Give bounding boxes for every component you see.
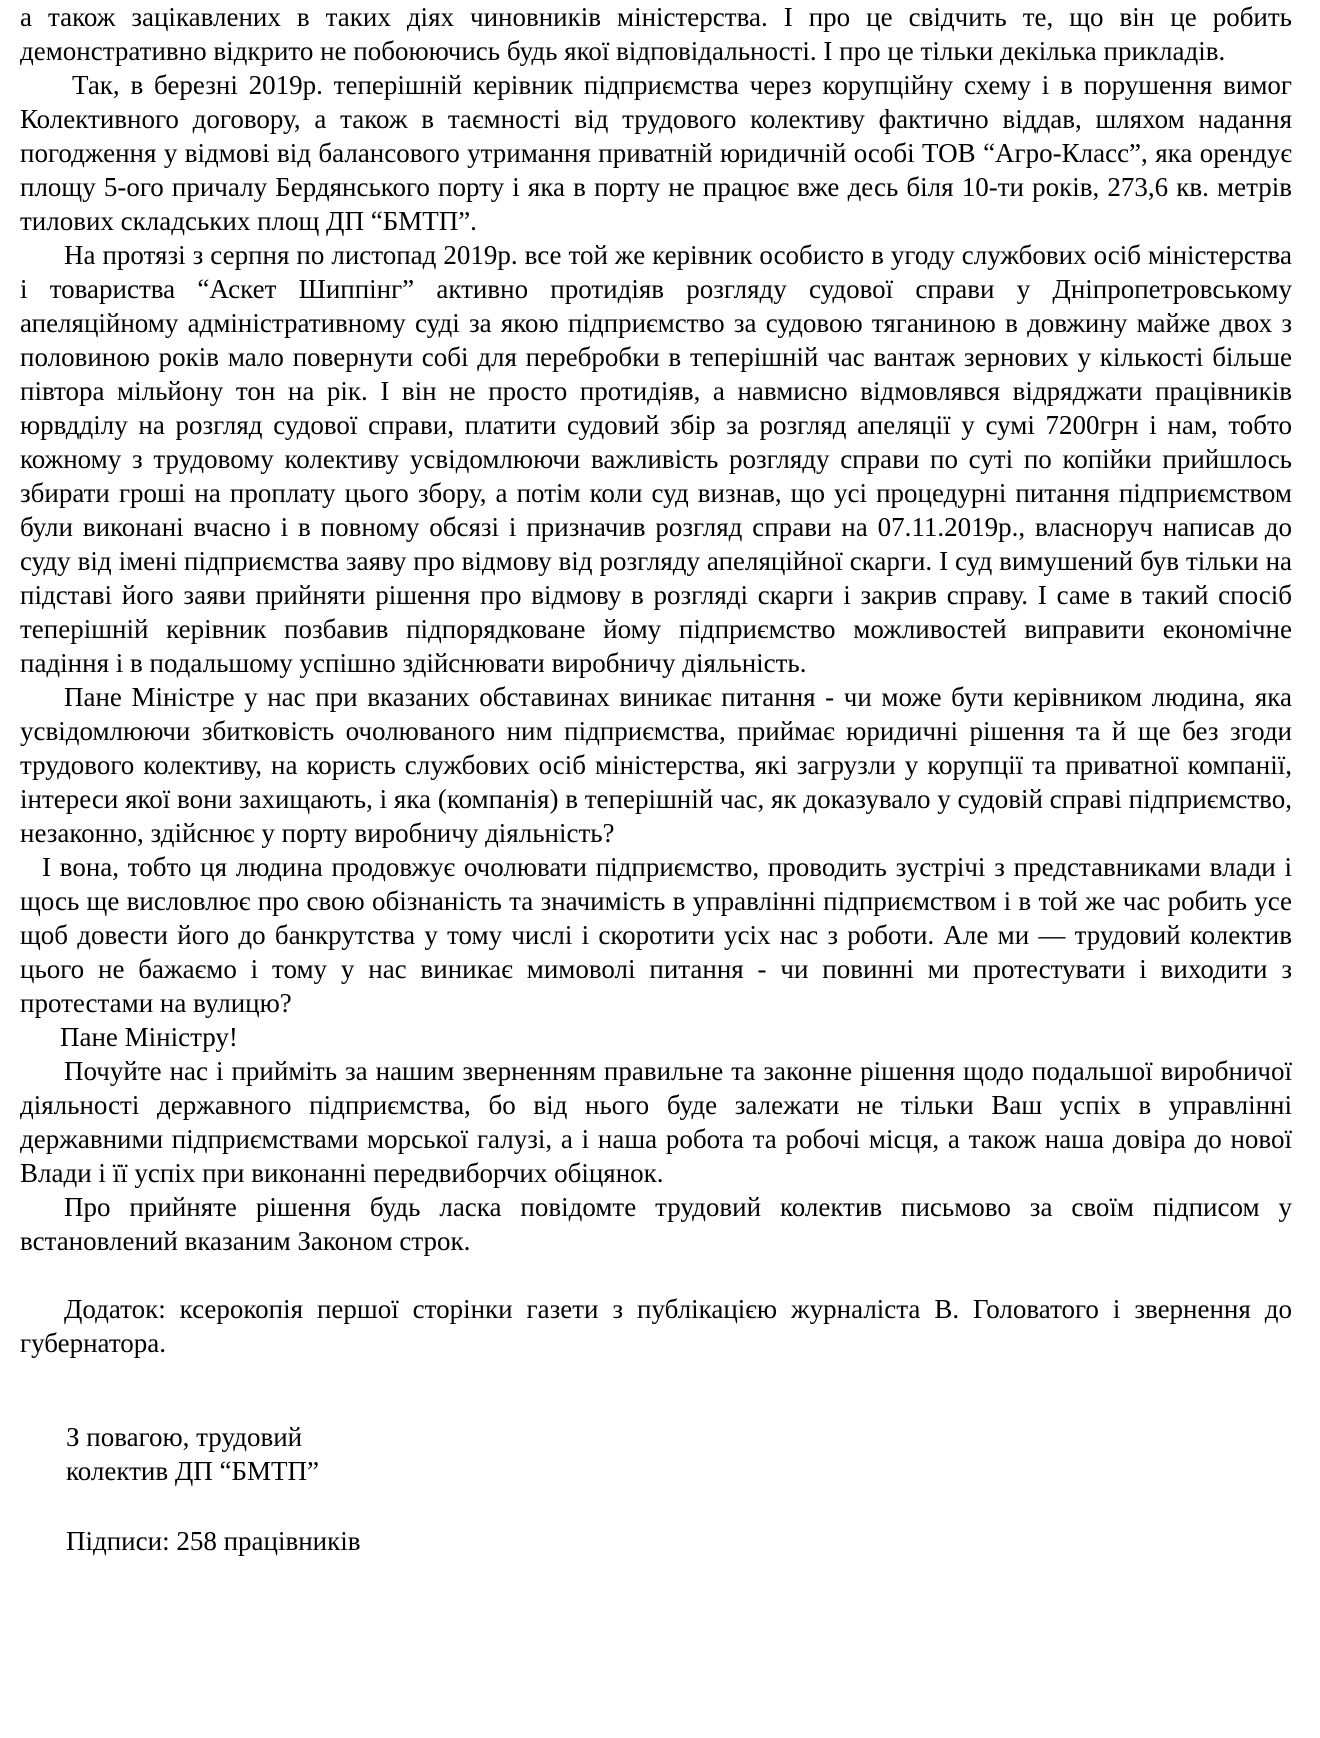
paragraph-court-case: На протязі з серпня по листопад 2019р. все той же керівник особисто в угоду службових осіб міністерства і товариства “Аскет Шиппінг” активно протидіяв розгляду судової справи у Дніпропетровському апеляційному адміністративному суді за якою підприємство за судовою тяганиною в довжину майже двох з половиною років мало повернути собі для перебробки в теперішній час вантаж зернових у кількості більше півтора мільйону тон на рік. І він не просто протидіяв, а навмисно відмовлявся відряджати працівників юрвдділу на розгляд судової справи, платити судовий збір за розгляд апеляції у сумі 7200грн і нам, тобто кожному з трудовому колективу усвідомлюючи важливість розгляду справи по суті по копійки прийшлось збирати гроші на проплату цього збору, а потім коли суд визнав, що усі процедурні питання підприємством були виконані вчасно і в повному обсязі і призначив розгляд справи на 07.11.2019р., власноруч написав до суду від імені підприємства заяву про відмову від розгляду апеляційної скарги. І суд вимушений був тільки на підставі його заяви прийняти рішення про відмову в розгляді скарги і закрив справу. І саме в такий спосіб теперішній керівник позбавив підпорядковане йому підприємство можливостей виправити економічне падіння і в подальшому успішно здійснювати виробничу діяльність. bbox=[20, 240, 1292, 678]
signatures-count: Підписи: 258 працівників bbox=[66, 1526, 361, 1556]
paragraph-question-minister: Пане Міністре у нас при вказаних обставинах виникає питання - чи може бути керівником людина, яка усвідомлюючи збитковість очолюваного ним підприємства, приймає юридичні рішення та й ще без згоди трудового колективу, на користь службових осіб міністерства, які загрузли у корупції та приватної компанії, інтереси якої вони захищають, і яка (компанія) в теперішній час, як доказувало у судовій справі підприємство, незаконно, здійснює у порту виробничу діяльність? bbox=[20, 682, 1292, 848]
spacer bbox=[20, 1360, 1292, 1420]
signature-line-respect: З повагою, трудовий bbox=[66, 1422, 303, 1452]
paragraph-agro-klass: Так, в березні 2019р. теперішній керівник підприємства через корупційну схему і в порушення вимог Колективного договору, а також в таємності від трудового колективу фактично віддав, шляхом надання погодження у відмові від балансового утримання приватній юридичній особі ТОВ “Агро-Класс”, яка орендує площу 5-ого причалу Бердянського порту і яка в порту не працює вже десь біля 10-ти років, 273,6 кв. метрів тилових складських площ ДП “БМТП”. bbox=[20, 70, 1292, 236]
paragraph-address: Пане Міністру! bbox=[60, 1022, 238, 1052]
attachment-note: Додаток: ксерокопія першої сторінки газети з публікацією журналіста В. Головатого і звернення до губернатора. bbox=[20, 1294, 1292, 1358]
paragraph-intro: а також зацікавлених в таких діях чиновників міністерства. І про це свідчить те, що він це робить демонстративно відкрито не побоюючись будь якої відповідальності. І про це тільки декілька прикладів. bbox=[20, 2, 1292, 66]
signature-block bbox=[66, 1420, 1292, 1558]
paragraph-request: Почуйте нас і прийміть за нашим зверненням правильне та законне рішення щодо подальшої виробничої діяльності державного підприємства, бо від нього буде залежати не тільки Ваш успіх в управлінні державними підприємствами морської галузі, а і наша робота та робочі місця, а також наша довіра до нової Влади і її успіх при виконанні передвиборчих обіцянок. bbox=[20, 1056, 1292, 1188]
paragraph-bankruptcy: І вона, тобто ця людина продовжує очолювати підприємство, проводить зустрічі з представниками влади і щось ще висловлює про свою обізнаність та значимість в управлінні підприємством і в той же час робить усе щоб довести його до банкрутства у тому числі і скоротити усіх нас з роботи. Але ми — трудовий колектив цього не бажаємо і тому у нас виникає мимоволі питання - чи повинні ми протестувати і виходити з протестами на вулицю? bbox=[20, 852, 1292, 1018]
document-page bbox=[20, 0, 1292, 1558]
spacer bbox=[66, 1488, 1292, 1524]
spacer bbox=[20, 1258, 1292, 1292]
signature-line-collective: колектив ДП “БМТП” bbox=[66, 1456, 319, 1486]
paragraph-notify: Про прийняте рішення будь ласка повідомте трудовий колектив письмово за своїм підписом у встановлений вказаним Законом строк. bbox=[20, 1192, 1292, 1256]
